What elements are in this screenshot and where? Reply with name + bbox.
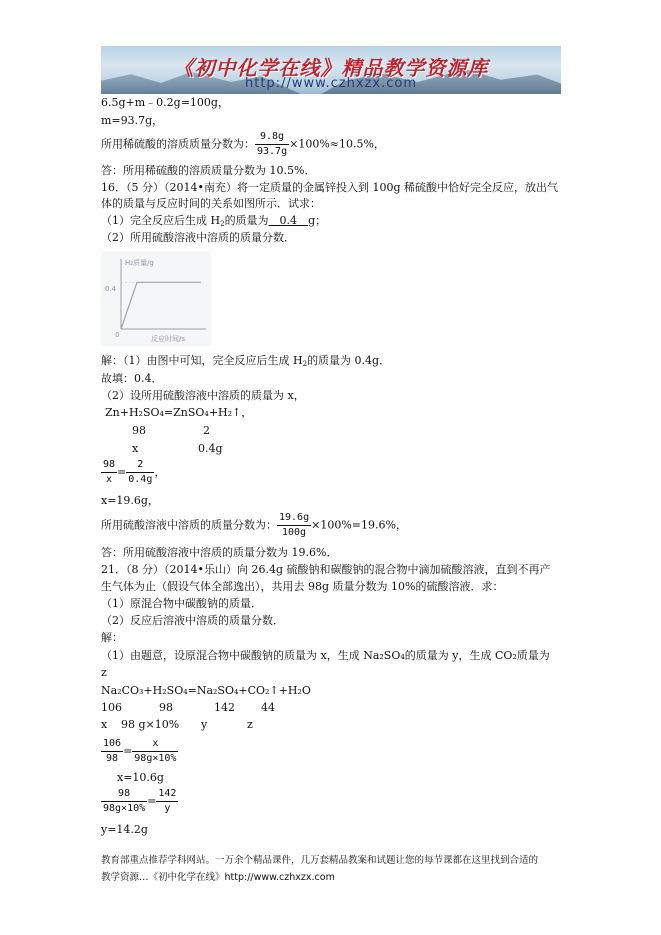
eq2-r1-1: 98 [159,701,173,714]
proportion-2 [101,737,178,766]
q21-line1: 21．（8 分）（2014•乐山）向 26.4g 硫酸钠和碳酸钠的混合物中滴加硫酸溶液，直到不再产 [101,563,551,576]
eq2-r2-0: x [101,718,108,731]
numerator: 9.8g [255,130,289,145]
fraction [277,511,311,540]
y-value: y=14.2g [101,823,148,836]
denominator: 98 [106,753,119,764]
x-value: x=19.6g， [101,494,159,507]
text: ×100%≈10.5%， [289,137,385,151]
text: ×100%=19.6%， [311,518,407,532]
answer-16: 答：所用硫酸溶液中溶质的质量分数为 19.6%． [101,546,338,559]
answer-15: 答：所用稀硫酸的溶质质量分数为 10.5%． [101,164,316,177]
x-axis-label: 反应时间/s [151,335,186,343]
s16-fraction [101,511,407,540]
header-banner [101,46,561,94]
numerator: 106 [101,737,123,752]
text: 所用稀硫酸的溶质质量分数为： [101,137,255,151]
fraction [156,787,178,816]
answer-blank: 0.4 [268,214,309,227]
origin-label: 0 [115,331,120,339]
q21-sub1: （1）原混合物中碳酸钠的质量． [101,597,262,610]
denominator: 98g×10% [103,803,146,814]
y-axis-label: H₂质量/g [125,259,154,267]
text: 所用硫酸溶液中溶质的质量分数为： [101,518,277,532]
numerator: 98 [101,458,117,473]
denominator: 100g [282,527,307,538]
fraction [101,787,147,816]
eq1-2: 2 [203,424,210,437]
x-value-2: x=10.6g [117,771,164,784]
banner-url[interactable]: http://www.czhxzx.com [245,76,417,91]
eq1-0-4g: 0.4g [198,442,223,455]
footer-line2[interactable]: 教学资源…《初中化学在线》http://www.czhxzx.com [101,872,335,883]
equals: = [123,744,133,758]
text: g； [308,214,327,227]
q16-line2: 体的质量与反应时间的关系如图所示．试求： [101,197,321,210]
y-tick-label: 0.4 [105,285,117,293]
s16-line3: （2）设所用硫酸溶液中溶质的质量为 x， [101,389,305,402]
q16-sub1 [101,214,326,231]
denominator: x [106,474,113,485]
text: 的质量为 [224,214,269,227]
eq2-r1-0: 106 [101,701,122,714]
line-fraction-10-5 [101,130,385,159]
eq1-x: x [132,442,139,455]
proportion-3 [101,787,178,816]
line-eq-mass: 6.5g+m﹣0.2g=100g， [101,96,229,109]
q21-sub2: （2）反应后溶液中溶质的质量分数． [101,614,284,627]
denominator: 98g×10% [134,753,177,764]
equation-zn: Zn+H₂SO₄=ZnSO₄+H₂↑， [105,406,253,419]
s21-jie: 解： [101,631,123,644]
equals: = [147,794,157,808]
equals: = [117,465,127,479]
line-m-value: m=93.7g， [101,114,164,127]
eq2-r1-2: 142 [214,701,235,714]
denominator: 93.7g [257,146,288,157]
numerator: 2 [126,458,154,473]
denominator: y [164,803,171,814]
denominator: 0.4g [128,474,153,485]
q21-line2: 生气体为止（假设气体全部逸出），共用去 98g 质量分数为 10%的硫酸溶液．求： [101,580,504,593]
text: 解：（1）由图中可知，完全反应后生成 H [101,354,303,367]
numerator: 142 [156,787,178,802]
fraction [255,130,289,159]
eq2-r1-3: 44 [261,701,275,714]
s16-line2: 故填：0.4． [101,372,163,385]
subscript: 2 [220,220,225,228]
eq2-r2-3: z [247,718,253,731]
fraction [126,458,154,487]
q16-line1: 16．（5 分）（2014•南充）将一定质量的金属锌投入到 100g 稀硫酸中恰好完全反应，放出气 [101,181,559,194]
fraction [132,737,178,766]
numerator: 19.6g [277,511,311,526]
text: ， [154,465,166,479]
eq2-r2-2: y [201,718,208,731]
numerator: x [132,737,178,752]
footer-line1: 教育部重点推荐学科网站。一万余个精品课件，几万套精品教案和试题让您的每节课都在这里找到合适的 [101,855,539,866]
text: 的质量为 0.4g． [307,354,391,367]
proportion-1 [101,458,165,487]
equation-na2co3: Na₂CO₃+H₂SO₄=Na₂SO₄+CO₂↑+H₂O [101,684,311,697]
s21-z: z [101,666,107,679]
banner-title: 《初中化学在线》精品教学资源库 [173,56,489,80]
s16-line1 [101,354,390,371]
fraction [101,737,123,766]
eq2-r2-1: 98 g×10% [121,718,180,731]
fraction [101,458,117,487]
numerator: 98 [101,787,147,802]
h2-mass-chart [101,251,211,346]
eq1-98: 98 [132,424,146,437]
s21-line1: （1）由题意，设原混合物中碳酸钠的质量为 x，生成 Na₂SO₄的质量为 y，生成 CO₂质量为 [101,649,550,662]
text: （1）完全反应后生成 H [101,214,221,227]
q16-sub2: （2）所用硫酸溶液中溶质的质量分数． [101,231,295,244]
subscript: 2 [302,360,308,368]
